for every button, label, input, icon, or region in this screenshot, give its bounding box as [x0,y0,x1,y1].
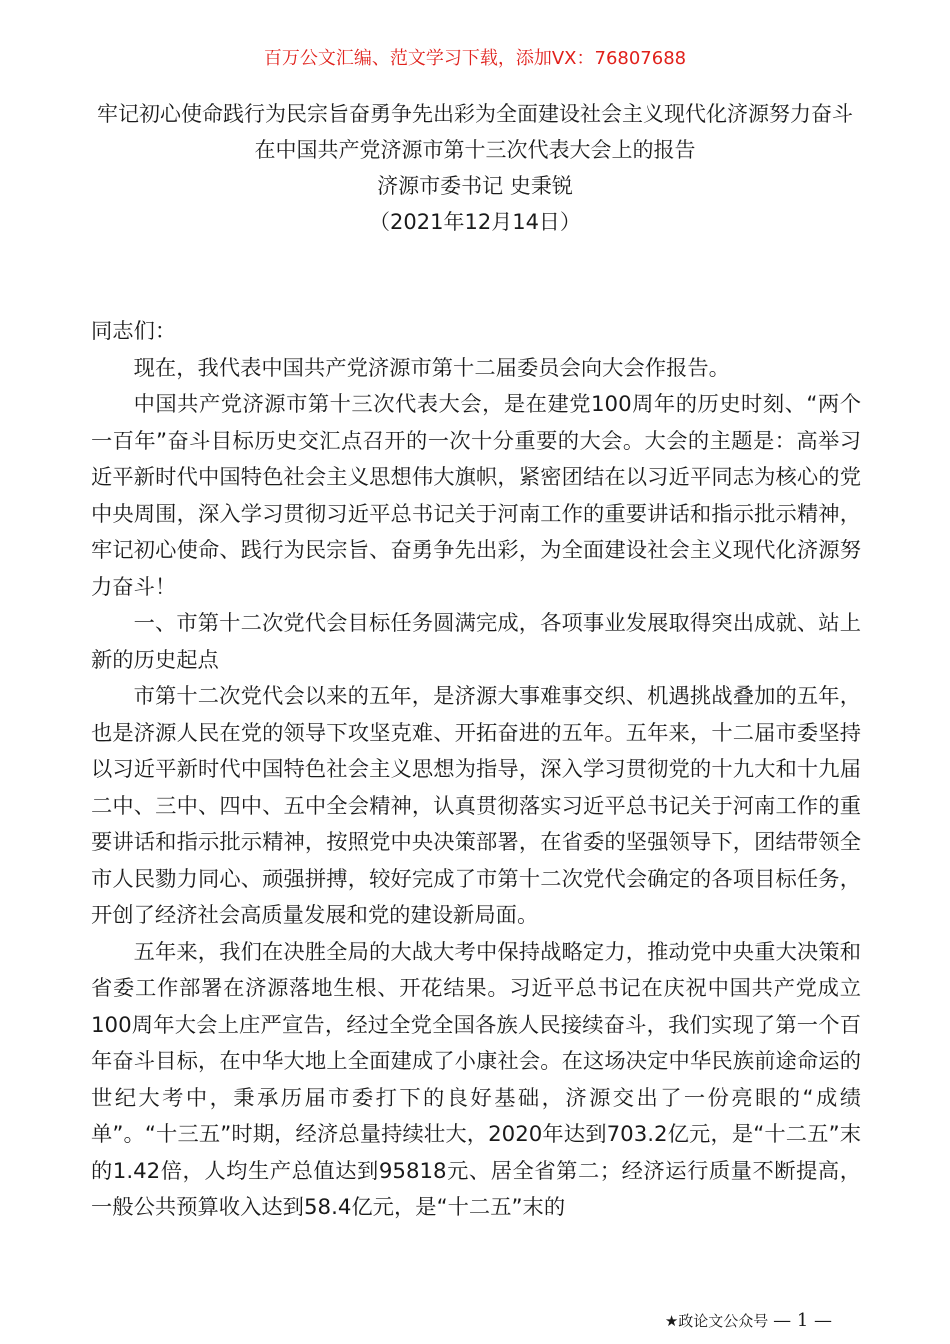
paragraph-five-years: 市第十二次党代会以来的五年，是济源大事难事交织、机遇挑战叠加的五年，也是济源人民在党的领导下攻坚克难、开拓奋进的五年。五年来，十二届市委坚持以习近平新时代中国特色社会主义思想为指导，深入学习贯彻党的十九大和十九届二中、三中、四中、五中全会精神，认真贯彻落实习近平总书记关于河南工作的重要讲话和指示批示精神，按照党中央决策部署，在省委的坚强领导下，团结带领全市人民勠力同心、顽强拼搏，较好完成了市第十二次党代会确定的各项目标任务，开创了经济社会高质量发展和党的建设新局面。 [91,684,861,928]
watermark-banner: 百万公文汇编、范文学习下载，添加VX：76807688 [263,48,687,69]
section-heading-1: 一、市第十二次党代会目标任务圆满完成，各项事业发展取得突出成就、站上新的历史起点 [91,611,861,673]
page-footer [665,1310,832,1332]
paragraph-achievements: 五年来，我们在决胜全局的大战大考中保持战略定力，推动党中央重大决策和省委工作部署在济源落地生根、开花结果。习近平总书记在庆祝中国共产党成立100周年大会上庄严宣告，经过全党全国各族人民接续奋斗，我们实现了第一个百年奋斗目标，在中华大地上全面建成了小康社会。在这场决定中华民族前途命运的世纪大考中，秉承历届市委打下的良好基础，济源交出了一份亮眼的“成绩单”。“十三五”时期，经济总量持续壮大，2020年达到703.2亿元，是“十二五”末的1.42倍，人均生产总值达到95818元、居全省第二；经济运行质量不断提高，一般公共预算收入达到58.4亿元，是“十二五”末的 [91,939,861,1220]
document-body [91,314,861,1227]
paragraph-intro: 现在，我代表中国共产党济源市第十二届委员会向大会作报告。 [133,355,730,381]
document-author: 济源市委书记 史秉锐 [377,174,573,198]
page-number: — 1 — [773,1310,832,1331]
document-subtitle: 在中国共产党济源市第十三次代表大会上的报告 [254,138,696,162]
footer-source: ★政论文公众号 [664,1312,769,1330]
document-title: 牢记初心使命践行为民宗旨奋勇争先出彩为全面建设社会主义现代化济源努力奋斗 [97,102,853,126]
document-header [88,96,862,240]
salutation: 同志们： [91,319,177,344]
document-date: （2021年12月14日） [369,210,581,234]
paragraph-theme: 中国共产党济源市第十三次代表大会，是在建党100周年的历史时刻、“两个一百年”奋斗目标历史交汇点召开的一次十分重要的大会。大会的主题是：高举习近平新时代中国特色社会主义思想伟大旗帜，紧密团结在以习近平同志为核心的党中央周围，深入学习贯彻习近平总书记关于河南工作的重要讲话和指示批示精神，牢记初心使命、践行为民宗旨、奋勇争先出彩，为全面建设社会主义现代化济源努力奋斗！ [91,392,861,600]
